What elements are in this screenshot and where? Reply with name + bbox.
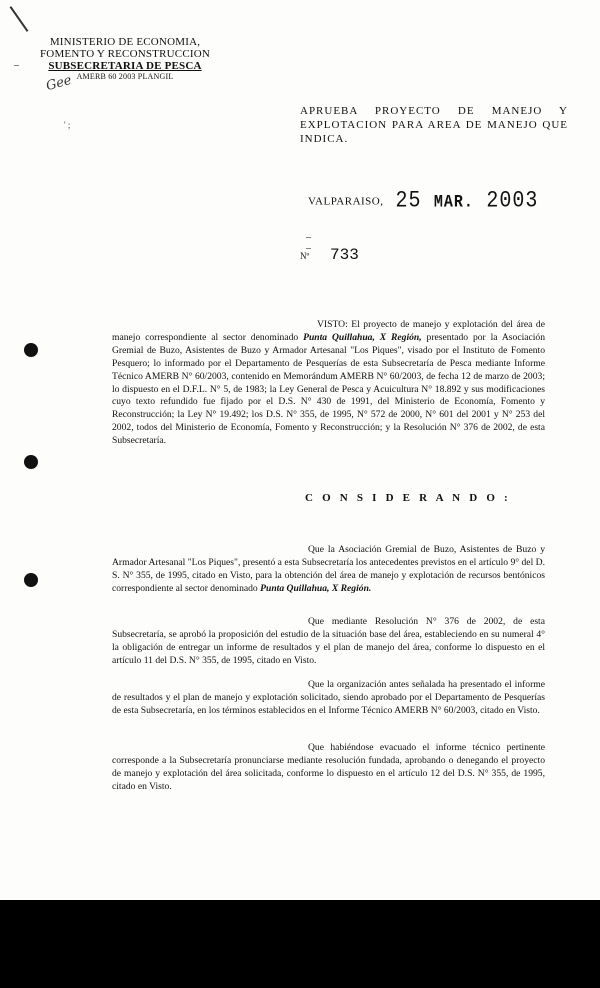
- consideration-paragraph: [112, 742, 545, 794]
- resolution-number: 733: [330, 246, 359, 264]
- resolution-subject: APRUEBA PROYECTO DE MANEJO Y EXPLOTACION PARA AREA DE MANEJO QUE INDICA.: [300, 105, 568, 145]
- dateline-place: VALPARAISO,: [308, 195, 384, 208]
- consideration-3-text: Que la organización antes señalada ha presentado el informe de resultados y el plan de manejo y explotación solicitado, siendo aprobado por el Departamento de Pesquerías de esta Subsecretaría, en los términos establecidos en el Informe Técnico AMERB N° 60/2003, citado en Visto.: [112, 679, 545, 716]
- visto-rest: presentado por la Asociación Gremial de Buzo, Asistentes de Buzo y Armador Artesanal "Los Piques", visado por el Instituto de Fomento Pesquero; lo informado por el Departamento de Pesquerías de esta Subsecretaría de Pesca mediante Informe Técnico AMERB N° 60/2003, contenido en Memorándum AMERB N° 60/2003, de fecha 12 de marzo de 2003; lo dispuesto en el D.F.L. N° 5, de 1983; la Ley General de Pesca y Acuicultura N° 18.892 y sus modificaciones cuyo texto refundido fue fijado por el D.S. N° 430 de 1991, del Ministerio de Economía, Fomento y Reconstrucción; la Ley N° 19.492; los D.S. N° 355, de 1995, N° 572 de 2000, N° 601 del 2001 y N° 253 del 2002, todos del Ministerio de Economía, Fomento y Reconstrucción; y la Resolución N° 376 de 2002, de esta Subsecretaría.: [112, 331, 546, 447]
- punch-hole: [24, 455, 38, 469]
- date-stamp-day: 25: [395, 188, 422, 215]
- punch-hole: [24, 573, 38, 587]
- number-stamp-dashes: – –: [306, 232, 312, 254]
- visto-sector-name: Punta Quillahua, X Región,: [303, 331, 422, 343]
- visto-lead: VISTO: El proyecto de manejo y explotación del área de manejo correspondiente al sector denominado: [112, 319, 545, 343]
- letterhead-ministry-cont: FOMENTO Y RECONSTRUCCION: [39, 48, 211, 60]
- letterhead-subsecretaria: SUBSECRETARIA DE PESCA: [48, 60, 202, 72]
- consideration-2-text: Que mediante Resolución N° 376 de 2002, de esta Subsecretaría, se aprobó la proposición del estudio de la situación base del área, estableciendo en su numeral 4° la obligación de entregar un informe de resultados y el plan de manejo del área, conforme lo dispuesto en el artículo 11 del D.S. N° 355, de 1995, citado en Visto.: [112, 616, 545, 666]
- margin-dash-mark: –: [14, 60, 19, 71]
- letterhead-ministry: MINISTERIO DE ECONOMIA,: [49, 36, 201, 48]
- consideration-1-lead: Que la Asociación Gremial de Buzo, Asistentes de Buzo y Armador Artesanal "Los Piques", presentó a esta Subsecretaría los antecedentes previstos en el artículo 9° del D. S. N° 355, de 1995, citado en Visto, para la obtención del área de manejo y explotación de recursos bentónicos correspondiente al sector denominado: [112, 544, 545, 594]
- date-stamp: [396, 188, 539, 214]
- punch-hole: [24, 343, 38, 357]
- consideration-paragraph: [112, 544, 545, 596]
- corner-pen-mark: [10, 6, 29, 32]
- letterhead-reference: AMERB 60 2003 PLANGIL: [76, 72, 174, 81]
- visto-paragraph: [112, 319, 545, 448]
- considerando-heading: C O N S I D E R A N D O :: [305, 492, 511, 504]
- consideration-4-text: Que habiéndose evacuado el informe técnico pertinente corresponde a la Subsecretaría pronunciarse mediante resolución fundada, aprobando o denegando el proyecto de manejo y explotación del área solicitada, conforme lo dispuesto en el artículo 12 del D.S. N° 355, de 1995, citado en Visto.: [112, 742, 545, 792]
- date-stamp-month: MAR.: [433, 192, 474, 213]
- consideration-1-sector: Punta Quillahua, X Región.: [260, 582, 372, 594]
- dateline: [308, 190, 538, 213]
- consideration-paragraph: [112, 616, 545, 668]
- resolution-number-label: Nº: [300, 251, 310, 261]
- scan-bottom-border: [0, 900, 600, 988]
- consideration-paragraph: [112, 679, 545, 718]
- date-stamp-year: 2003: [486, 188, 539, 215]
- handwritten-initials: Gee: [44, 72, 74, 95]
- margin-marks: ' ;: [64, 120, 71, 130]
